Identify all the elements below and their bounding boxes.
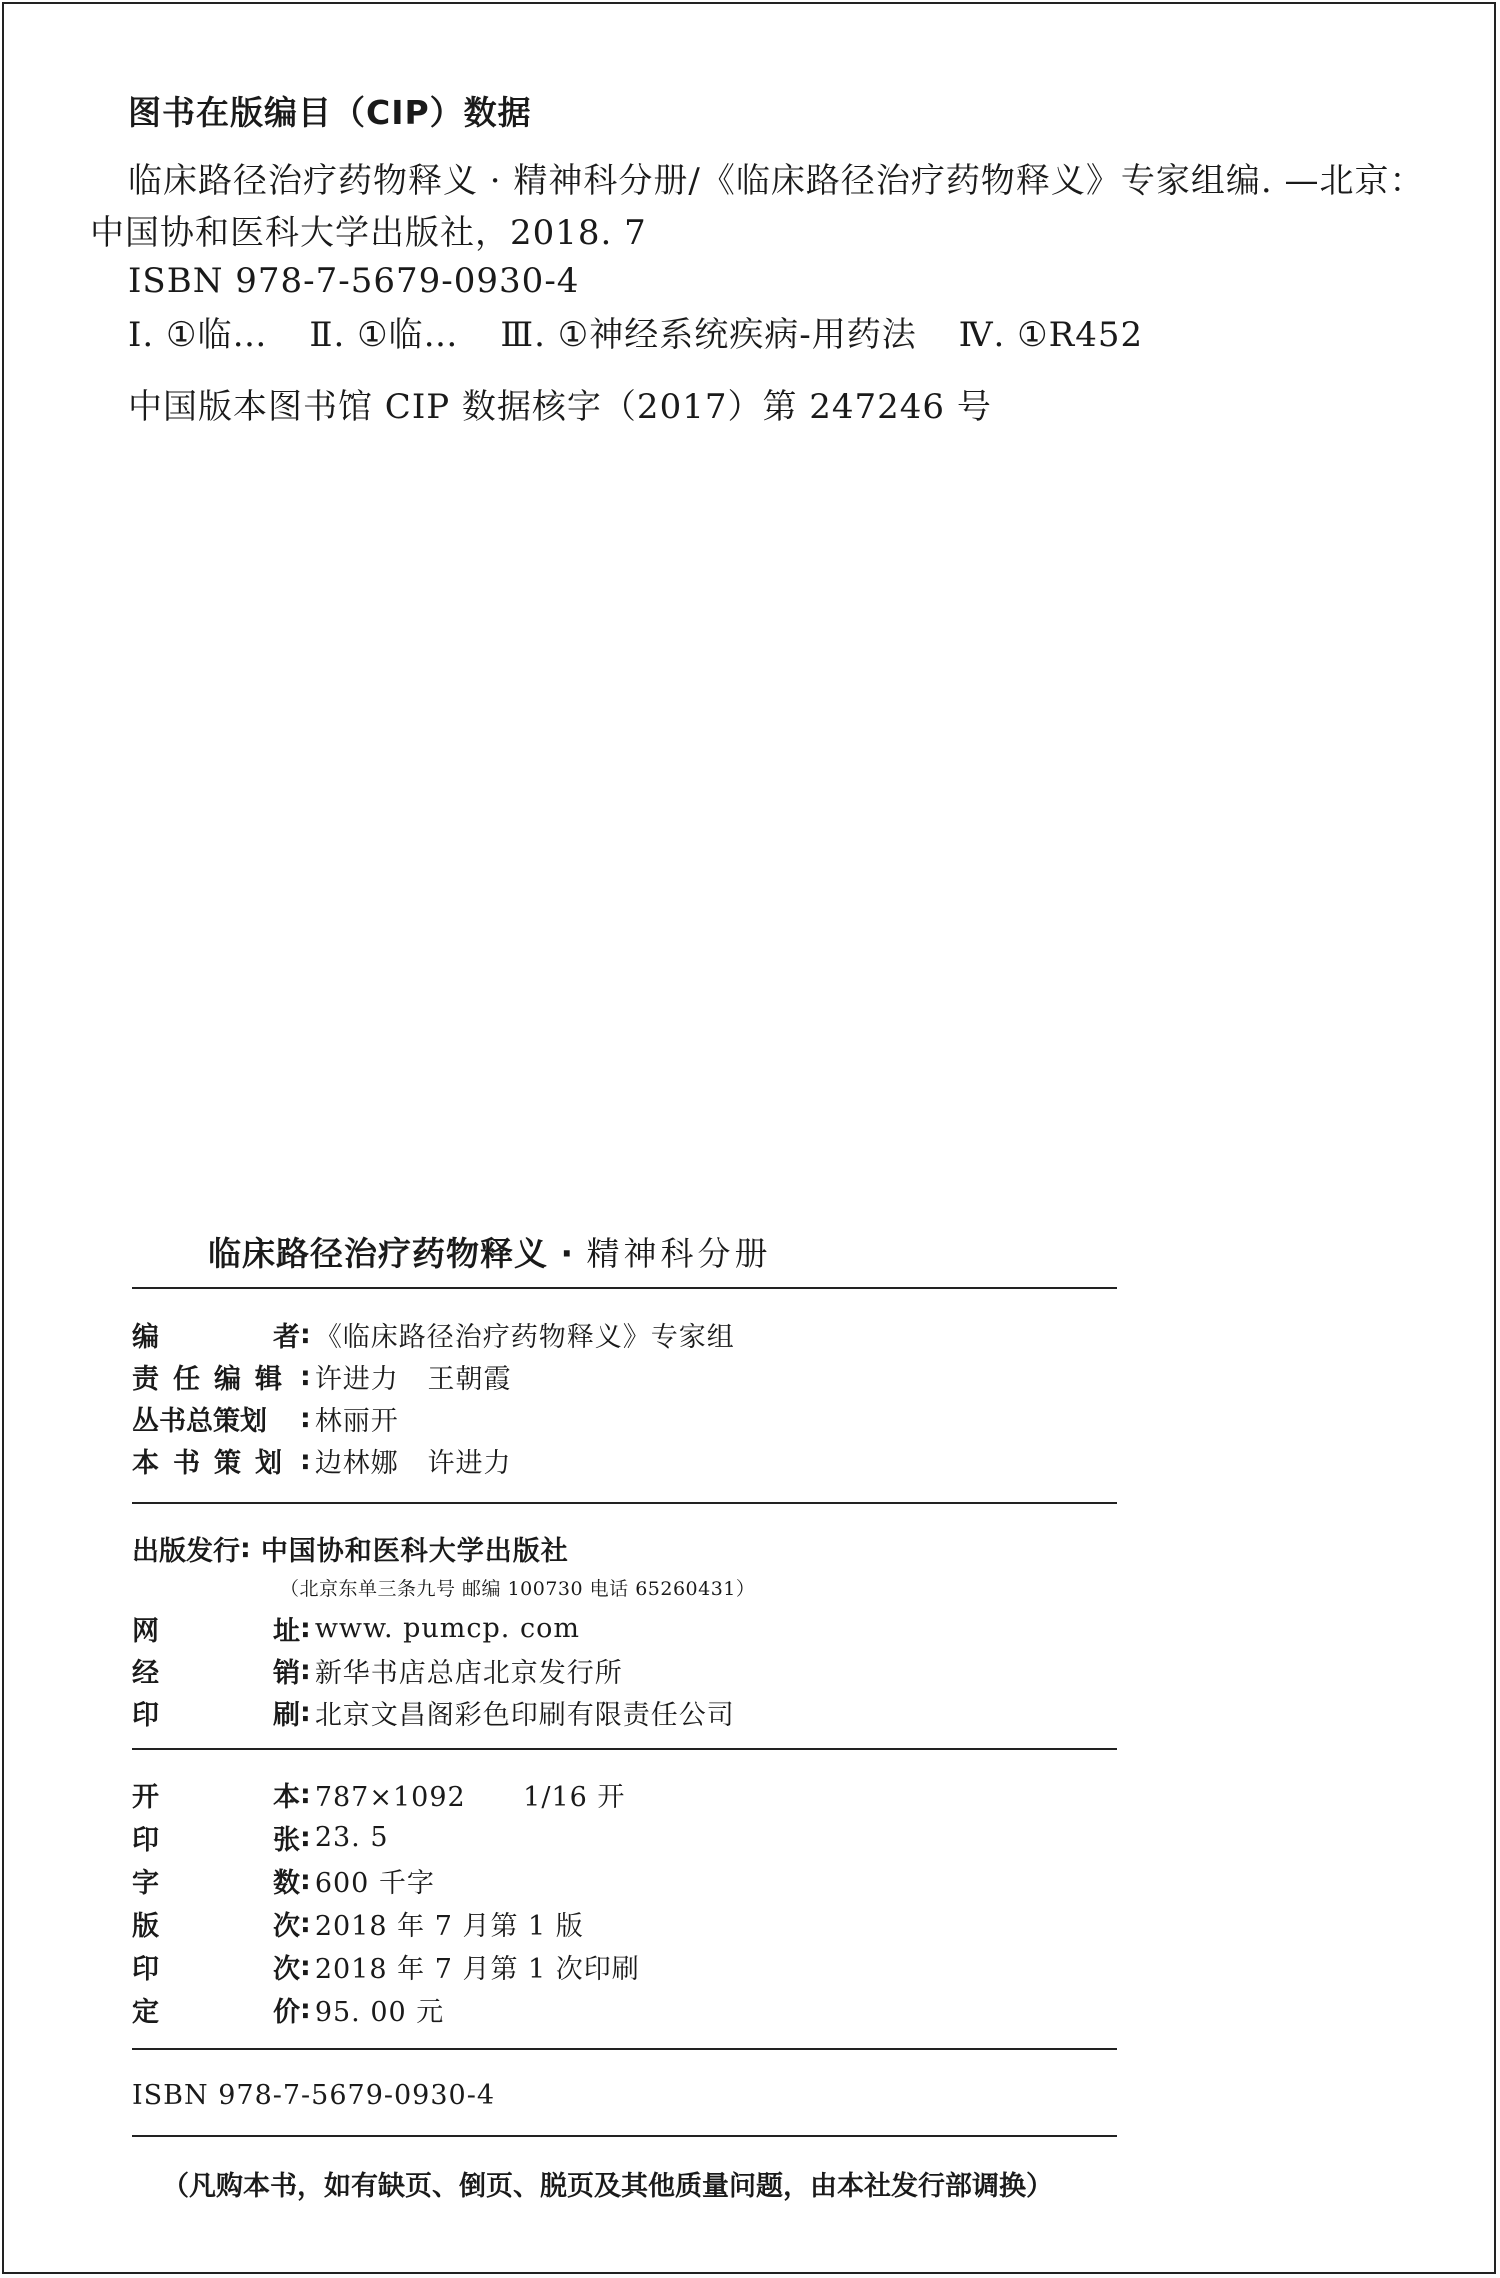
editorial-row: 编 者 : 《临床路径治疗药物释义》专家组 — [132, 1316, 735, 1352]
row-label: 丛书总策划 — [132, 1405, 267, 1437]
colophon-isbn: ISBN 978-7-5679-0930-4 — [132, 2080, 496, 2111]
row-label: 印 张 — [132, 1824, 300, 1856]
row-value: 600 千字 — [314, 1867, 435, 1899]
row-value: 《临床路径治疗药物释义》专家组 — [314, 1321, 735, 1353]
divider — [132, 1502, 1117, 1504]
row-value: 2018 年 7 月第 1 版 — [314, 1910, 584, 1942]
row-label: 开 本 — [132, 1781, 300, 1813]
divider — [132, 1748, 1117, 1750]
cip-heading: 图书在版编目（CIP）数据 — [128, 93, 532, 132]
cip-class-item: Ⅱ. ①临… — [309, 315, 459, 355]
row-value: 新华书店总店北京发行所 — [314, 1657, 623, 1689]
book-title-main: 临床路径治疗药物释义 · — [208, 1234, 587, 1273]
row-label: 版 次 — [132, 1910, 300, 1942]
divider — [132, 1287, 1117, 1289]
editorial-row: 责任编辑 : 许进力 王朝霞 — [132, 1358, 512, 1394]
spec-row: 定 价 : 95. 00 元 — [132, 1991, 444, 2027]
spec-row: 字 数 : 600 千字 — [132, 1862, 435, 1898]
distribution-row: 网 址 : www. pumcp. com — [132, 1610, 580, 1646]
cip-class-item: Ⅳ. ①R452 — [958, 315, 1144, 355]
row-value: 林丽开 — [314, 1405, 399, 1437]
distribution-row: 印 刷 : 北京文昌阁彩色印刷有限责任公司 — [132, 1694, 735, 1730]
divider — [132, 2048, 1117, 2050]
row-label: 编 者 — [132, 1321, 300, 1353]
cip-publisher-line: 中国协和医科大学出版社，2018. 7 — [90, 213, 647, 253]
publisher-row: 出版发行 : 中国协和医科大学出版社 — [132, 1530, 569, 1566]
row-value: 中国协和医科大学出版社 — [260, 1535, 569, 1567]
row-value: 95. 00 元 — [314, 1996, 445, 2028]
spec-row: 印 次 : 2018 年 7 月第 1 次印刷 — [132, 1948, 640, 1984]
cip-class-item: Ⅲ. ①神经系统疾病-用药法 — [500, 315, 917, 355]
cip-title-line: 临床路径治疗药物释义 · 精神科分册/《临床路径治疗药物释义》专家组编. —北京： — [128, 161, 1425, 201]
row-label: 经 销 — [132, 1657, 300, 1689]
row-value: 边林娜 许进力 — [314, 1447, 512, 1479]
row-value: www. pumcp. com — [314, 1612, 580, 1644]
row-value: 787×1092 1/16 开 — [314, 1781, 626, 1813]
row-value: 2018 年 7 月第 1 次印刷 — [314, 1953, 640, 1985]
divider — [132, 2135, 1117, 2137]
row-label: 网 址 — [132, 1615, 300, 1647]
spec-row: 版 次 : 2018 年 7 月第 1 版 — [132, 1905, 584, 1941]
cip-isbn: ISBN 978-7-5679-0930-4 — [128, 261, 580, 301]
row-value: 23. 5 — [314, 1821, 389, 1853]
spec-row: 印 张 : 23. 5 — [132, 1819, 389, 1855]
cip-check-number: 中国版本图书馆 CIP 数据核字（2017）第 247246 号 — [128, 387, 992, 427]
publisher-address: （北京东单三条九号 邮编 100730 电话 65260431） — [280, 1578, 756, 1600]
row-label: 出版发行 — [132, 1535, 240, 1567]
cip-class-item: Ⅰ. ①临… — [128, 315, 268, 355]
book-title — [208, 1228, 772, 1275]
row-label: 印 刷 — [132, 1699, 300, 1731]
editorial-row: 本书策划 : 边林娜 许进力 — [132, 1442, 512, 1478]
cip-classification — [128, 315, 1173, 355]
row-label: 定 价 — [132, 1996, 300, 2028]
row-label: 责任编辑 — [132, 1363, 296, 1395]
quality-notice: （凡购本书，如有缺页、倒页、脱页及其他质量问题，由本社发行部调换） — [162, 2171, 1053, 2202]
row-label: 印 次 — [132, 1953, 300, 1985]
distribution-row: 经 销 : 新华书店总店北京发行所 — [132, 1652, 623, 1688]
row-label: 本书策划 — [132, 1447, 296, 1479]
book-title-sub: 精神科分册 — [586, 1234, 772, 1273]
row-value: 北京文昌阁彩色印刷有限责任公司 — [314, 1699, 735, 1731]
row-label: 字 数 — [132, 1867, 300, 1899]
spec-row: 开 本 : 787×1092 1/16 开 — [132, 1776, 625, 1812]
editorial-row: 丛书总策划 : 林丽开 — [132, 1400, 399, 1436]
row-value: 许进力 王朝霞 — [314, 1363, 512, 1395]
